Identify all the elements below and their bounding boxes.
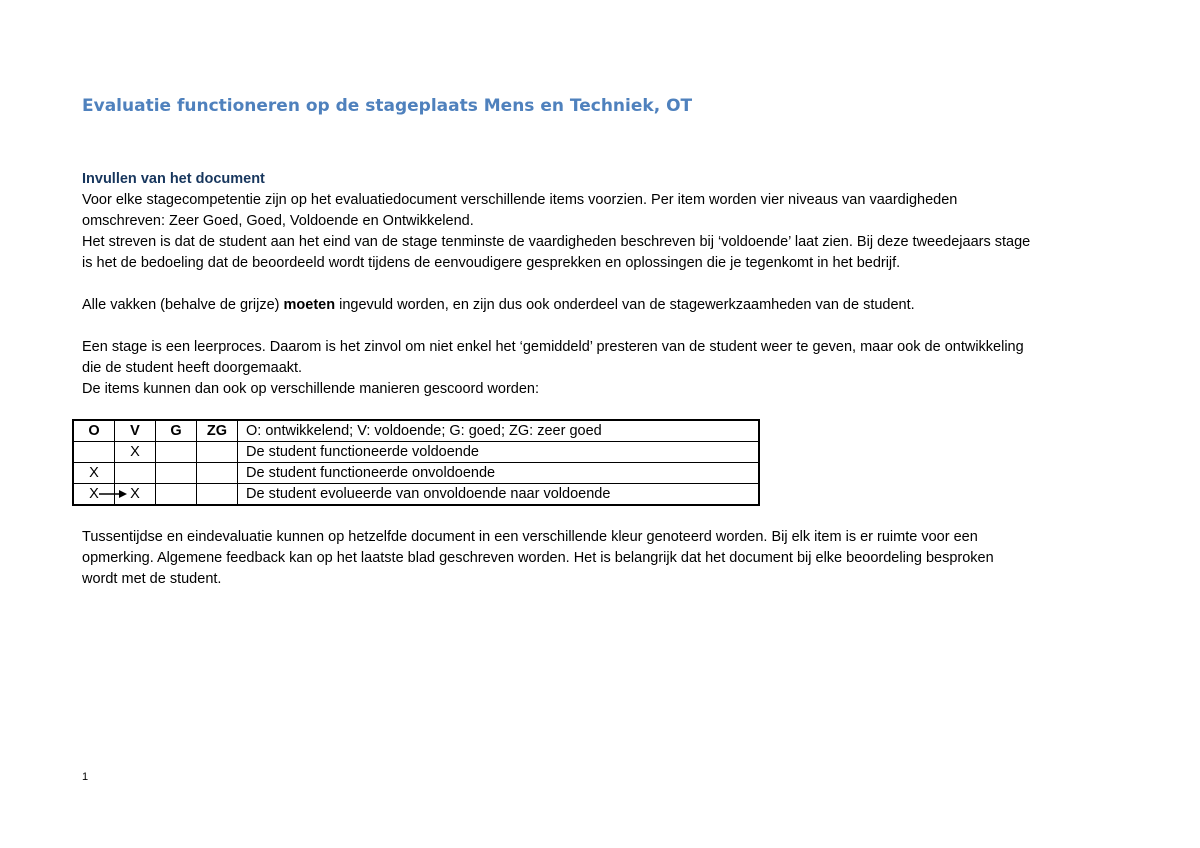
document-title: Evaluatie functioneren op de stageplaats Mens en Techniek, OT: [82, 96, 693, 116]
intro-line: Het streven is dat de student aan het eind van de stage tenminste de vaardigheden beschreven bij ‘voldoende’ laat zien. Bij deze tweedejaars stage: [82, 234, 1031, 250]
legend-table: [72, 419, 760, 506]
table-cell: X: [73, 463, 115, 484]
mandatory-note-emphasis: moeten: [283, 297, 336, 313]
intro-line: omschreven: Zeer Goed, Goed, Voldoende en Ontwikkelend.: [82, 213, 474, 229]
row-description: De student evolueerde van onvoldoende naar voldoende: [238, 484, 760, 506]
row-description: De student functioneerde voldoende: [238, 442, 760, 463]
closing-section: [82, 527, 994, 590]
intro-section: [82, 169, 1030, 400]
table-cell: X: [115, 484, 156, 506]
table-cell: [115, 463, 156, 484]
table-cell: [73, 442, 115, 463]
header-cell-o: O: [73, 420, 115, 442]
closing-line: wordt met de student.: [82, 571, 222, 587]
table-cell: [156, 442, 197, 463]
blank-line: [82, 274, 1030, 295]
table-row: [73, 463, 759, 484]
table-cell: [197, 442, 238, 463]
arrow-right-icon: [99, 487, 127, 501]
process-line: Een stage is een leerproces. Daarom is het zinvol om niet enkel het ‘gemiddeld’ presteren van de student weer te geven, maar ook de ontwikkeling: [82, 339, 1024, 355]
table-cell: [197, 463, 238, 484]
closing-line: opmerking. Algemene feedback kan op het laatste blad geschreven worden. Het is belangrijk dat het document bij elke beoordeling besproken: [82, 550, 994, 566]
mandatory-note: [82, 295, 1030, 316]
intro-line: Voor elke stagecompetentie zijn op het evaluatiedocument verschillende items voorzien. Per item worden vier niveaus van vaardigheden: [82, 192, 958, 208]
table-cell: [156, 463, 197, 484]
header-cell-zg: ZG: [197, 420, 238, 442]
page-number: 1: [82, 771, 89, 783]
blank-line: [82, 316, 1030, 337]
process-line: die de student heeft doorgemaakt.: [82, 360, 303, 376]
header-description: O: ontwikkelend; V: voldoende; G: goed; ZG: zeer goed: [238, 420, 760, 442]
table-cell: [156, 484, 197, 506]
process-line: De items kunnen dan ook op verschillende manieren gescoord worden:: [82, 381, 540, 397]
table-header-row: [73, 420, 759, 442]
intro-line: is het de bedoeling dat de beoordeeld wordt tijdens de eenvoudigere gesprekken en oplossingen die je tegenkomt in het bedrijf.: [82, 255, 901, 271]
section-heading: Invullen van het document: [82, 171, 265, 187]
scoring-legend-table: [72, 419, 760, 506]
table-cell: X: [73, 484, 115, 506]
mandatory-note-before: Alle vakken (behalve de grijze): [82, 297, 284, 313]
table-row: [73, 484, 759, 506]
row-description: De student functioneerde onvoldoende: [238, 463, 760, 484]
mandatory-note-after: ingevuld worden, en zijn dus ook onderdeel van de stagewerkzaamheden van de student.: [335, 297, 915, 313]
table-cell: X: [115, 442, 156, 463]
table-row: [73, 442, 759, 463]
table-cell: [197, 484, 238, 506]
header-cell-g: G: [156, 420, 197, 442]
header-cell-v: V: [115, 420, 156, 442]
closing-line: Tussentijdse en eindevaluatie kunnen op hetzelfde document in een verschillende kleur genoteerd worden. Bij elk item is er ruimte voor een: [82, 529, 978, 545]
